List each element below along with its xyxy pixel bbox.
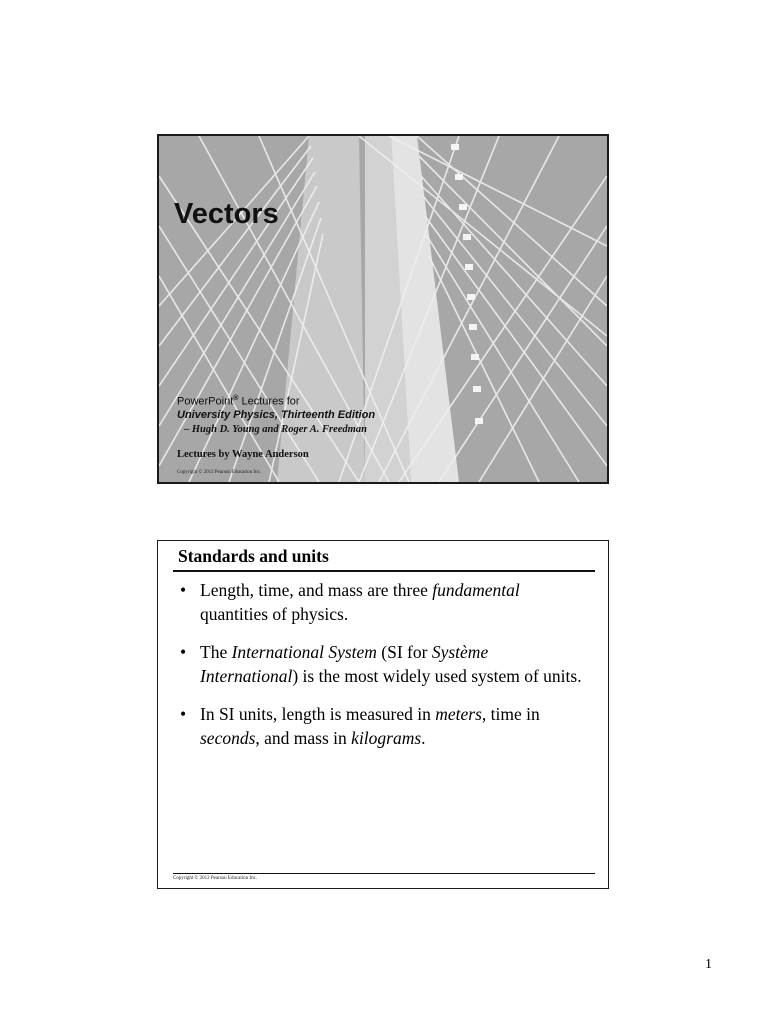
book-title: University Physics, Thirteenth Edition bbox=[177, 409, 376, 421]
registered-mark: ® bbox=[233, 395, 239, 402]
lectures-for-text: Lectures for bbox=[238, 395, 300, 408]
bullet-item bbox=[178, 702, 588, 750]
slide2-copyright: Copyright © 2012 Pearson Education Inc. bbox=[173, 876, 258, 881]
footer-divider bbox=[173, 873, 595, 874]
slide1-copyright: Copyright © 2012 Pearson Education Inc. bbox=[177, 470, 262, 475]
bullet-list bbox=[178, 578, 588, 764]
title-divider bbox=[173, 570, 595, 572]
lectures-line bbox=[177, 395, 300, 408]
bullet-emphasis: meters bbox=[435, 704, 482, 724]
content-slide bbox=[157, 540, 609, 889]
bullet-text: , and mass in bbox=[255, 728, 352, 748]
bullet-glyph: • bbox=[180, 704, 187, 724]
bullet-emphasis: International System bbox=[231, 642, 377, 662]
bullet-text: (SI for bbox=[376, 642, 432, 662]
bullet-text: quantities of physics. bbox=[200, 604, 349, 624]
lecturer-name: Lectures by Wayne Anderson bbox=[177, 449, 309, 460]
bullet-text: Length, time, and mass are three bbox=[200, 580, 433, 600]
slide-title: Vectors bbox=[174, 198, 279, 230]
page-number: 1 bbox=[705, 957, 712, 972]
bullet-emphasis: fundamental bbox=[432, 580, 520, 600]
bullet-text: . bbox=[421, 728, 426, 748]
bullet-text: The bbox=[200, 642, 232, 662]
bullet-item bbox=[178, 640, 588, 688]
bullet-emphasis: seconds bbox=[200, 728, 256, 748]
title-slide bbox=[157, 134, 609, 484]
bullet-glyph: • bbox=[180, 580, 187, 600]
bullet-emphasis: Système International bbox=[200, 642, 489, 686]
bullet-text: , time in bbox=[481, 704, 540, 724]
slide2-title: Standards and units bbox=[178, 546, 329, 566]
bullet-emphasis: kilograms bbox=[351, 728, 422, 748]
bullet-text: In SI units, length is measured in bbox=[200, 704, 436, 724]
bullet-glyph: • bbox=[180, 642, 187, 662]
powerpoint-text: PowerPoint bbox=[177, 395, 234, 408]
book-authors: – Hugh D. Young and Roger A. Freedman bbox=[184, 424, 367, 435]
bullet-item bbox=[178, 578, 588, 626]
bullet-text: ) is the most widely used system of units. bbox=[292, 666, 582, 686]
